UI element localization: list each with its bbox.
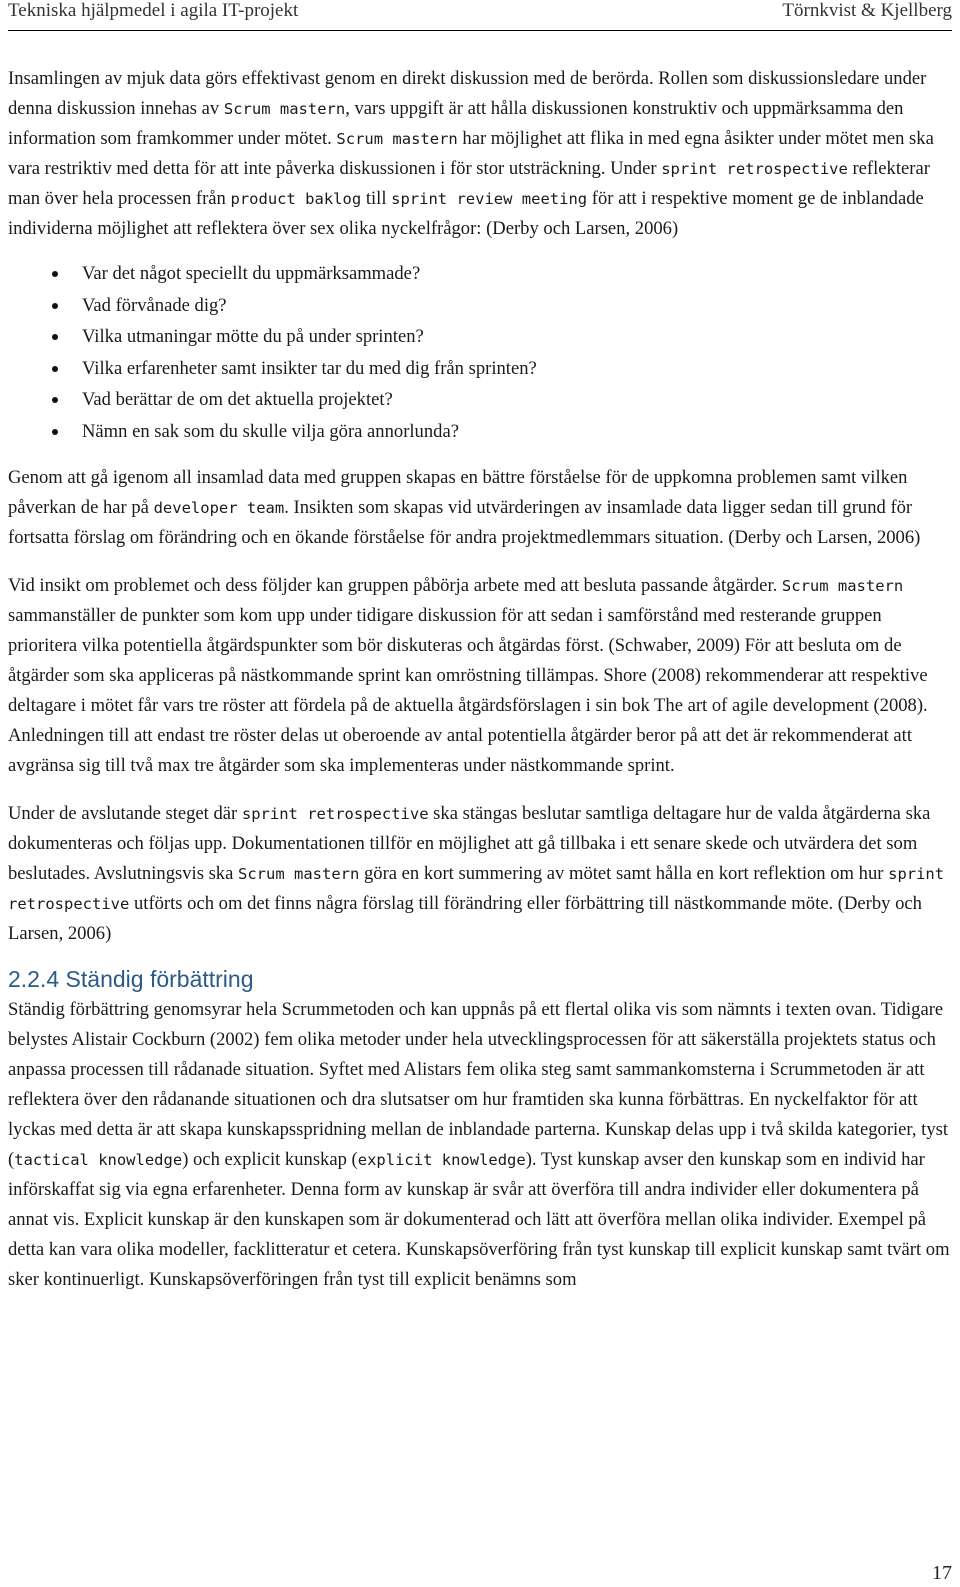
paragraph-data-collection: Insamlingen av mjuk data görs effektivast genom en direkt diskussion med de berörda. Rollen som diskussionsledare under denna diskussion innehas av Scrum mastern, vars uppgift är att hålla diskussionen konstruktiv och uppmärksamma den information som framkommer under mötet. Scrum mastern har möjlighet att flika in med egna åsikter under mötet men ska vara restriktiv med detta för att inte påverka diskussionen i för stor utsträckning. Under sprint retrospective reflekterar man över hela processen från product baklog till sprint review meeting för att i respektive moment ge de inblandade individerna möjlighet att reflektera över sex olika nyckelfrågor: (Derby och Larsen, 2006) xyxy=(8,68,934,239)
document-body xyxy=(8,64,952,1295)
section-heading: 2.2.4 Ständig förbättring xyxy=(8,966,254,992)
header-authors: Törnkvist & Kjellberg xyxy=(782,0,952,21)
paragraph-closing: Under de avslutande steget där sprint retrospective ska stängas beslutar samtliga deltagare hur de valda åtgärderna ska dokumenteras och följas upp. Dokumentationen tillför en möjlighet att gå tillbaka i ett senare skede och utvärdera det som beslutades. Avslutningsvis ska Scrum mastern göra en kort summering av mötet samt hålla en kort reflektion om hur sprint retrospective utförts och om det finns några förslag till förändring eller förbättring till nästkommande möte. (Derby och Larsen, 2006) xyxy=(8,803,945,944)
header-title: Tekniska hjälpmedel i agila IT-projekt xyxy=(8,0,299,21)
list-item: Vad förvånade dig? xyxy=(82,290,952,322)
paragraph-actions: Vid insikt om problemet och dess följder kan gruppen påbörja arbete med att besluta passande åtgärder. Scrum mastern sammanställer de punkter som kom upp under tidigare diskussion för att sedan i samförstånd med resterande gruppen prioritera vilka potentiella åtgärdspunkter som bör diskuteras och åtgärdas först. (Schwaber, 2009) För att besluta om de åtgärder som ska appliceras på nästkommande sprint kan omröstning tillämpas. Shore (2008) rekommenderar att respektive deltagare i mötet får vars tre röster att fördela på de aktuella åtgärdsförslagen i sin bok The art of agile development (2008). Anledningen till att endast tre röster delas ut oberoende av antal potentiella åtgärder beror på att det är rekommenderat att avgränsa sig till två max tre åtgärder som ska implementeras under nästkommande sprint. xyxy=(8,575,928,776)
paragraph-continuous-improvement: Ständig förbättring genomsyrar hela Scrummetoden och kan uppnås på ett flertal olika vis som nämnts i texten ovan. Tidigare belystes Alistair Cockburn (2002) fem olika metoder under hela utvecklingsprocessen för att säkerställa projektets status och anpassa processen till rådanade situation. Syftet med Alistars fem olika steg samt sammankomsterna i Scrummetoden är att reflektera över den rådanande situationen och dra slutsatser om hur framtiden ska kunna förbättras. En nyckelfaktor för att lyckas med detta är att skapa kunskapsspridning mellan de inblandade parterna. Kunskap delas upp i två skilda kategorier, tyst (tactical knowledge) och explicit kunskap (explicit knowledge). Tyst kunskap avser den kunskap som en individ har införskaffat sig via egna erfarenheter. Denna form av kunskap är svår att överföra till andra individer eller dokumentera på annat vis. Explicit kunskap är den kunskapen som är dokumenterad och lätt att överföra mellan olika individer. Exempel på detta kan vara olika modeller, facklitteratur et cetera. Kunskapsöverföring från tyst kunskap till explicit kunskap samt tvärt om sker kontinuerligt. Kunskapsöverföringen från tyst till explicit benämns som xyxy=(8,999,950,1290)
paragraph-group-review: Genom att gå igenom all insamlad data med gruppen skapas en bättre förståelse för de uppkomna problemen samt vilken påverkan de har på developer team. Insikten som skapas vid utvärderingen av insamlade data ligger sedan till grund för fortsatta förslag om förändring och en ökande förståelse för andra projektmedlemmars situation. (Derby och Larsen, 2006) xyxy=(8,467,921,548)
list-item: Nämn en sak som du skulle vilja göra annorlunda? xyxy=(82,416,952,448)
list-item: Var det något speciellt du uppmärksammade? xyxy=(82,258,952,290)
key-questions-list xyxy=(8,258,952,447)
list-item: Vad berättar de om det aktuella projektet? xyxy=(82,384,952,416)
list-item: Vilka utmaningar mötte du på under sprinten? xyxy=(82,321,952,353)
page-number: 17 xyxy=(932,1562,952,1584)
page-header xyxy=(8,0,952,31)
list-item: Vilka erfarenheter samt insikter tar du med dig från sprinten? xyxy=(82,353,952,385)
